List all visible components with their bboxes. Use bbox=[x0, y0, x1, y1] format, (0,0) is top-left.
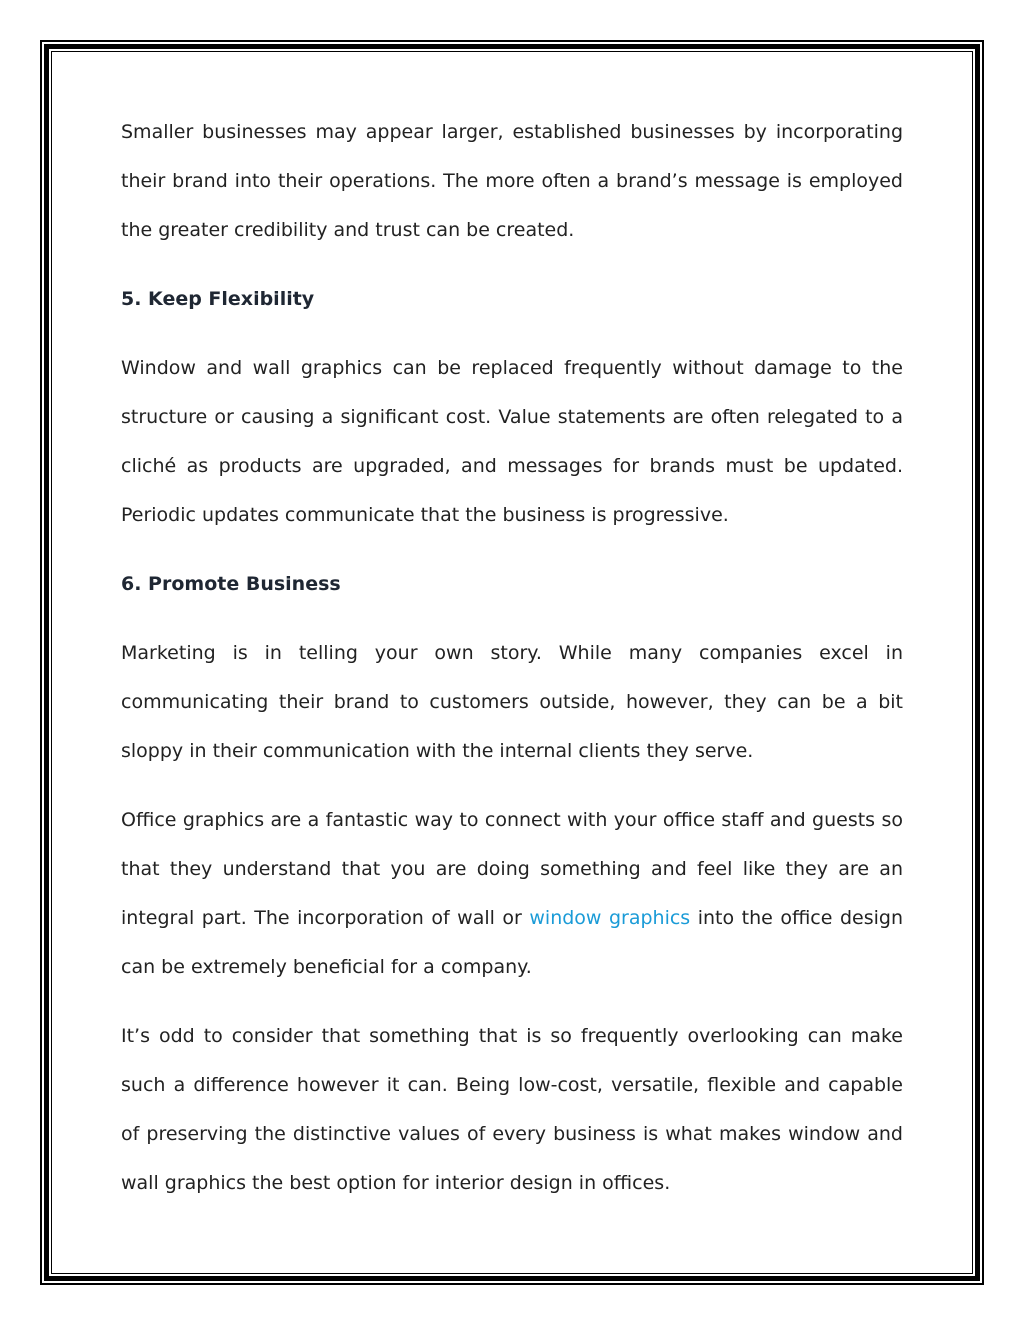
paragraph-conclusion: It’s odd to consider that something that is so frequently overlooking can make such a difference however it can. Being low-cost, versatile, flexible and capable of preserving the distinctive values of every business is what makes window and wall graphics the best option for interior design in offices. bbox=[121, 1025, 903, 1194]
paragraph-office-graphics bbox=[121, 796, 903, 992]
paragraph-flexibility: Window and wall graphics can be replaced frequently without damage to the structure or causing a significant cost. Value statements are often relegated to a cliché as products are upgraded, and messages for brands must be updated. Periodic updates communicate that the business is progressive. bbox=[121, 357, 903, 526]
office-graphics-text-end: into the office design can be extremely beneficial for a company. bbox=[121, 907, 903, 978]
paragraph-marketing: Marketing is in telling your own story. While many companies excel in communicating their brand to customers outside, however, they can be a bit sloppy in their communication with the internal clients they serve. bbox=[121, 642, 903, 762]
window-graphics-link[interactable]: window graphics bbox=[529, 907, 691, 929]
office-graphics-text-start: Office graphics are a fantastic way to connect with your office staff and guests so that they understand that you are doing something and feel like they are an integral part. The incorporation of wall or bbox=[121, 809, 903, 929]
heading-keep-flexibility: 5. Keep Flexibility bbox=[121, 288, 315, 310]
document-body bbox=[121, 108, 903, 1208]
heading-promote-business: 6. Promote Business bbox=[121, 573, 341, 595]
paragraph-brand-credibility: Smaller businesses may appear larger, established businesses by incorporating their brand into their operations. The more often a brand’s message is employed the greater credibility and trust can be created. bbox=[121, 121, 903, 241]
